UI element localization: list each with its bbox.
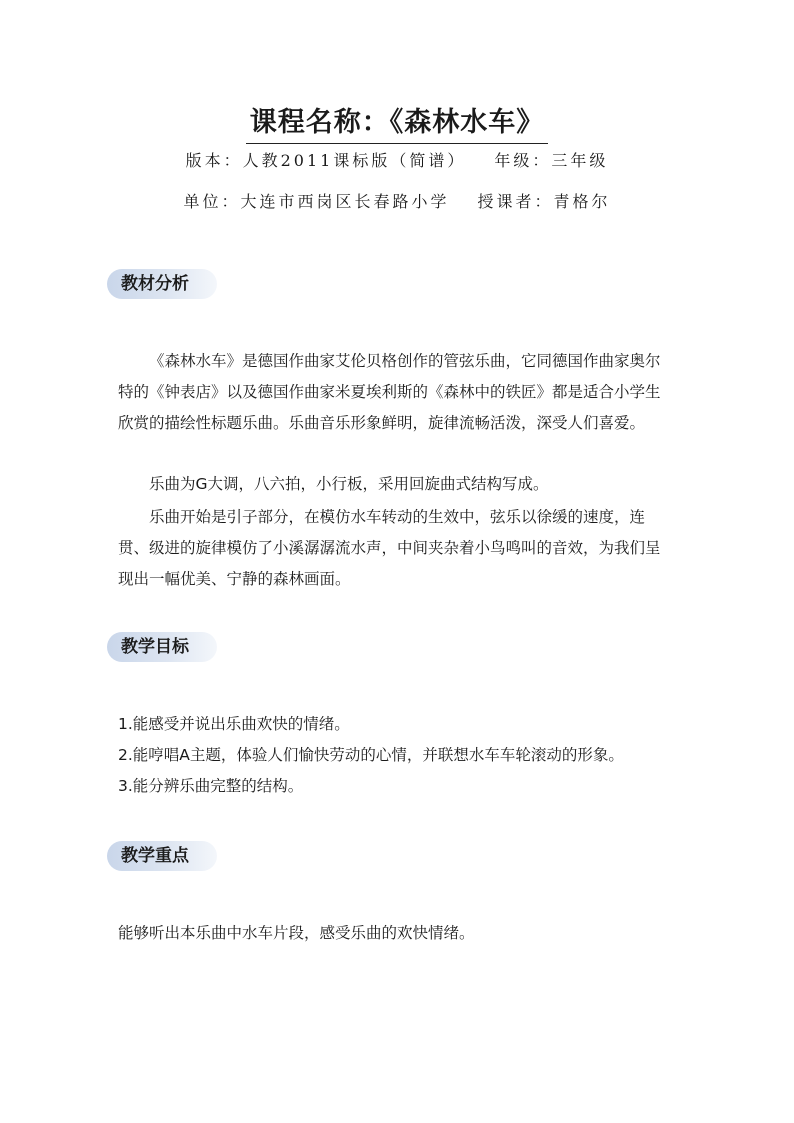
section-heading-material-analysis: 教材分析 (107, 269, 217, 299)
section-heading-teaching-focus: 教学重点 (107, 841, 217, 871)
material-analysis-paragraph-1: 《森林水车》是德国作曲家艾伦贝格创作的管弦乐曲，它同德国作曲家奥尔特的《钟表店》以及德国作曲家米夏埃利斯的《森林中的铁匠》都是适合小学生欣赏的描绘性标题乐曲。乐曲音乐形象鲜明，旋律流畅活泼，深受人们喜爱。 (118, 352, 661, 432)
title-text: 课程名称：《森林水车》 (246, 100, 549, 144)
list-item: 1.能感受并说出乐曲欢快的情绪。 (118, 715, 350, 733)
teaching-goals-list (118, 709, 678, 802)
meta-line-unit-teacher (0, 189, 794, 212)
teacher-text: 授课者：青格尔 (477, 192, 611, 211)
section-heading-teaching-goals: 教学目标 (107, 632, 217, 662)
unit-text: 单位：大连市西岗区长春路小学 (183, 192, 450, 211)
list-item: 2.能哼唱A主题，体验人们愉快劳动的心情，并联想水车车轮滚动的形象。 (118, 746, 624, 764)
edition-text: 版本：人教2011课标版（简谱） (185, 151, 467, 170)
material-analysis-paragraph-2: 乐曲为G大调，八六拍，小行板，采用回旋曲式结构写成。 (149, 475, 549, 493)
material-analysis-paragraph-3: 乐曲开始是引子部分，在模仿水车转动的生效中，弦乐以徐缓的速度，连贯、级进的旋律模仿了小溪潺潺流水声，中间夹杂着小鸟鸣叫的音效，为我们呈现出一幅优美、宁静的森林画面。 (118, 508, 661, 588)
grade-text: 年级：三年级 (494, 151, 609, 170)
list-item: 3.能分辨乐曲完整的结构。 (118, 777, 304, 795)
meta-line-edition-grade (0, 148, 794, 171)
document-title (0, 100, 794, 144)
teaching-focus-paragraph: 能够听出本乐曲中水车片段，感受乐曲的欢快情绪。 (118, 924, 475, 942)
